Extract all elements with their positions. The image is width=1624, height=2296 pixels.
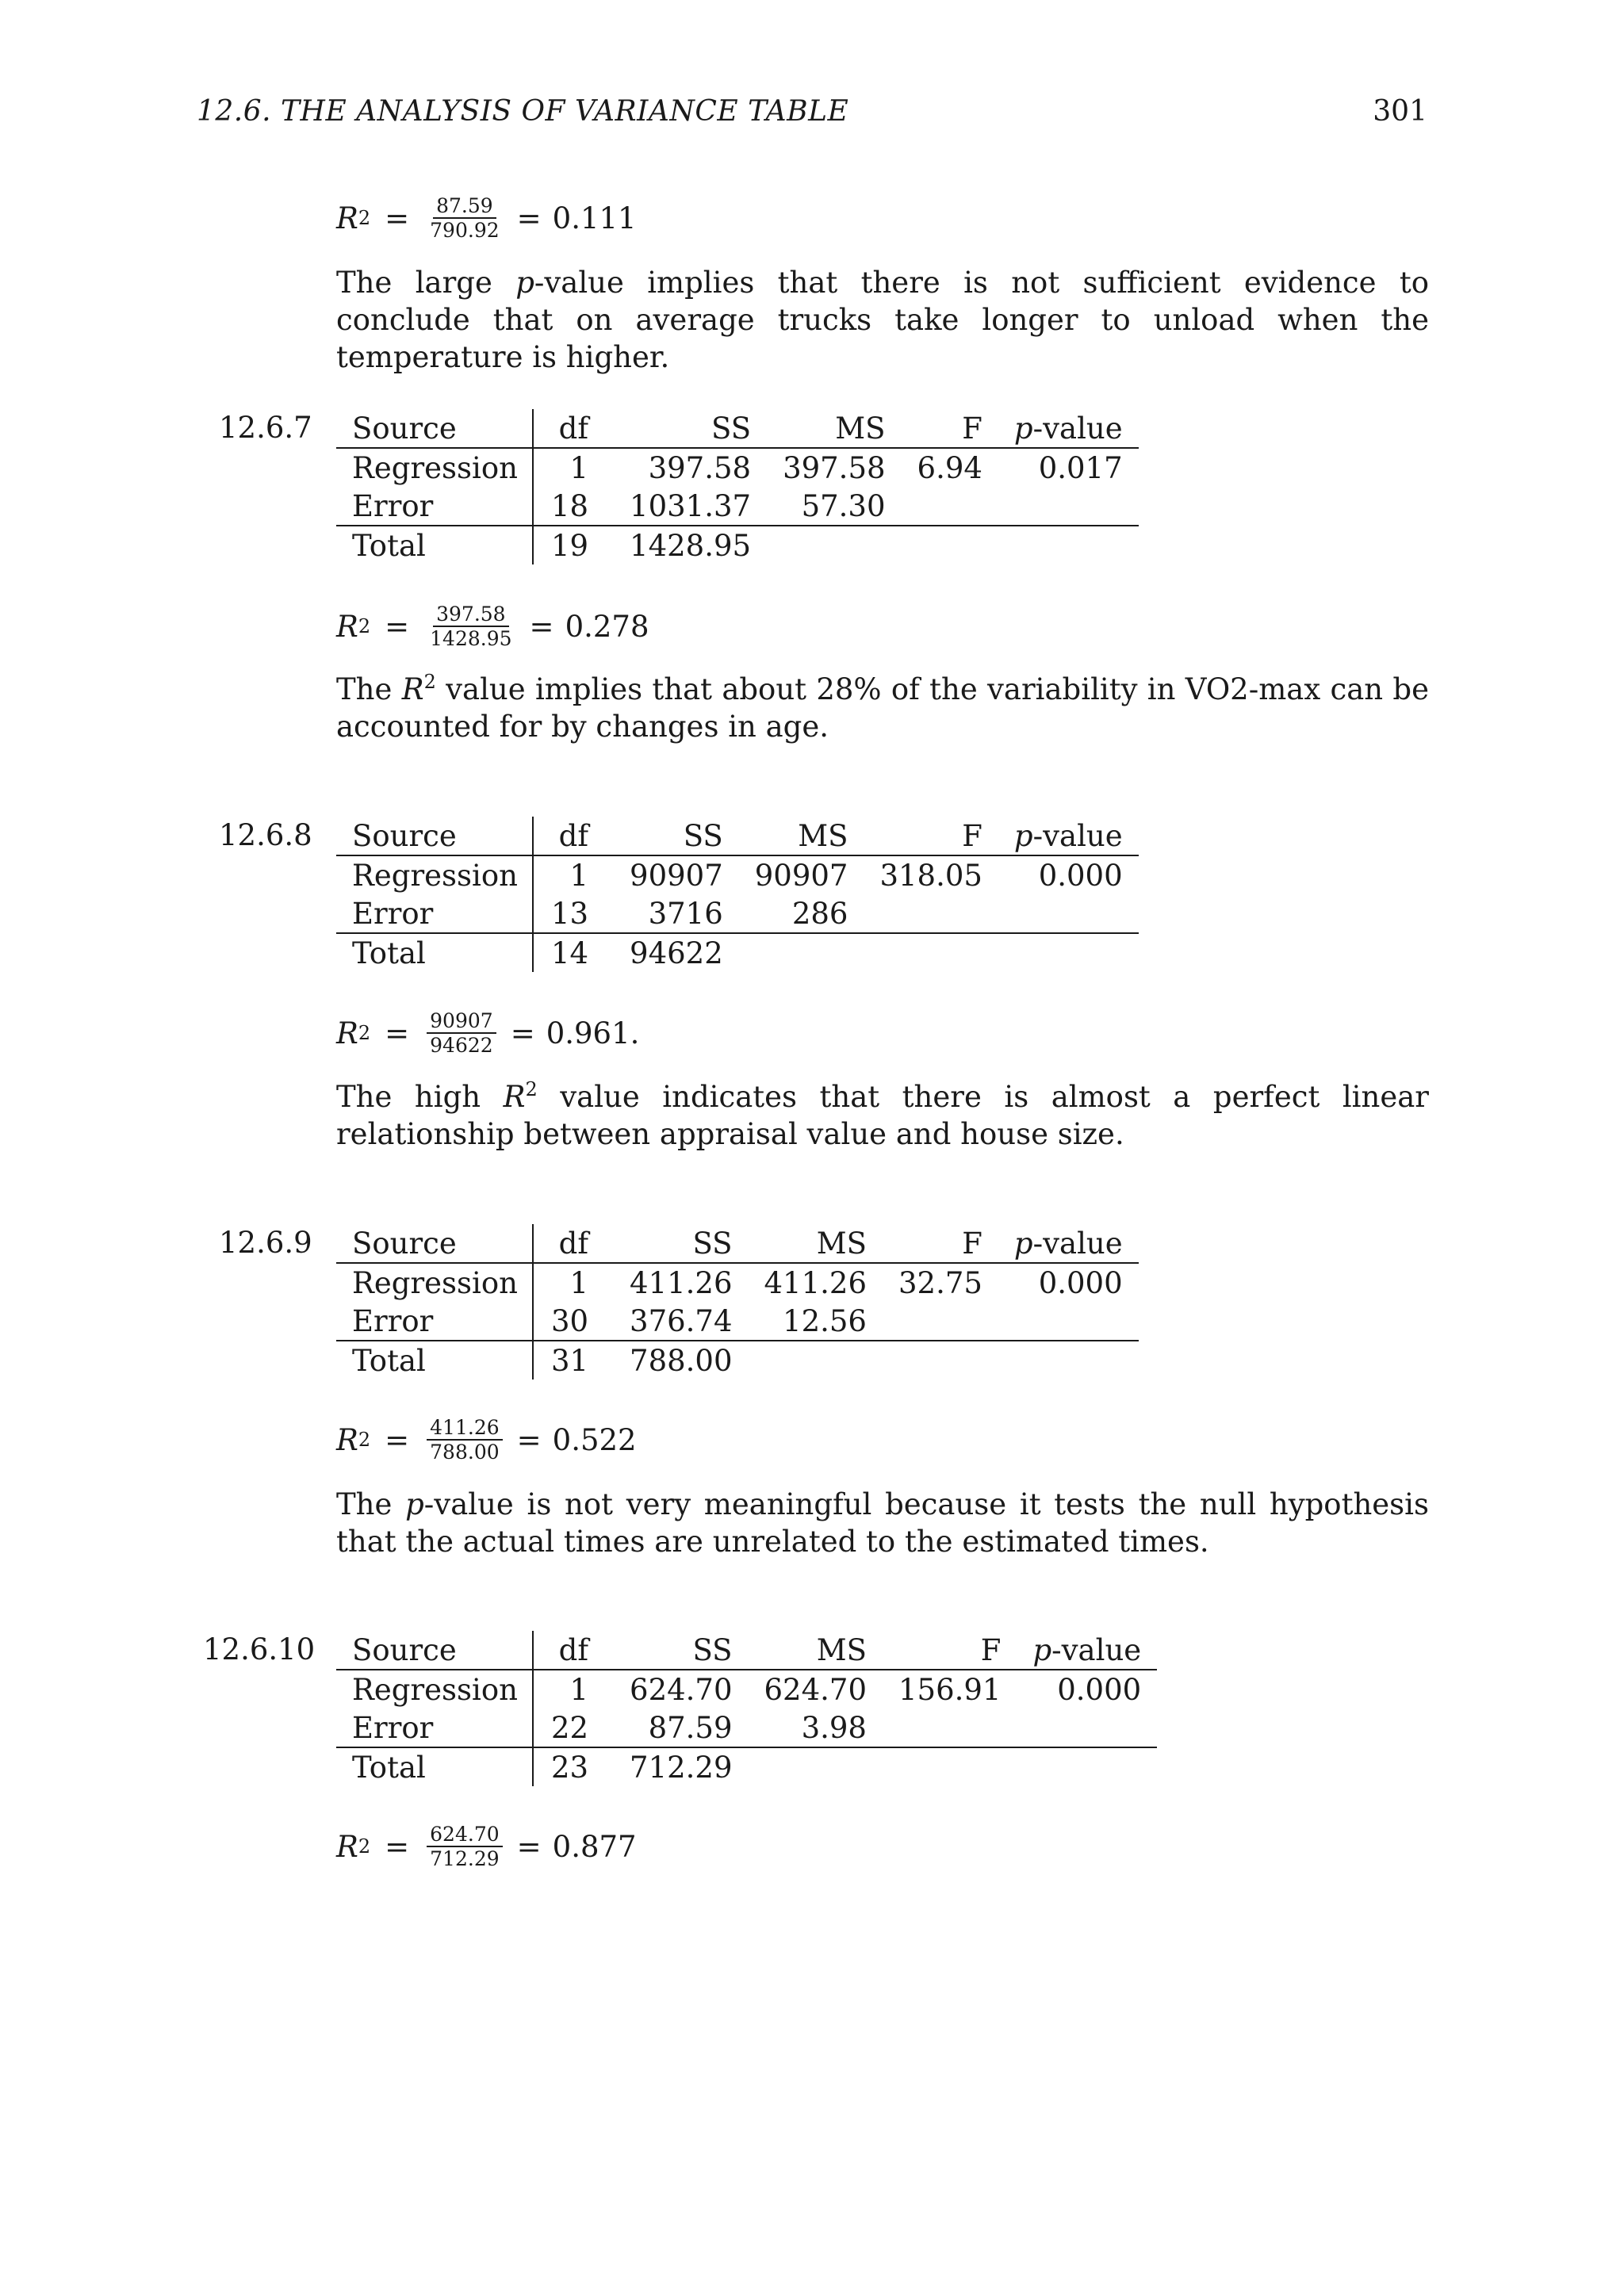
col-pvalue: p-value [982, 817, 1139, 855]
r2-equation: R 2 = $\frac{624.70}{712.29}$ = 0.877 [336, 1823, 637, 1870]
r2-value: 0.278 [565, 609, 649, 644]
col-ss: SS [598, 1631, 732, 1670]
r2-fraction: $\frac{90907}{94622}$ [427, 1011, 496, 1055]
col-pvalue: p-value [1001, 1631, 1157, 1670]
col-df: df [533, 409, 598, 448]
table-row: Error 30 376.74 12.56 [336, 1302, 1139, 1341]
table-row: Total 19 1428.95 [336, 526, 1139, 564]
paragraph: The high $R^2$ value indicates that there is almost a perfect linear relationship between appraisal value and house size. [336, 1078, 1429, 1151]
r2-fraction: $\frac{411.26}{788.00}$ [427, 1418, 502, 1462]
table-row: Error 18 1031.37 57.30 [336, 487, 1139, 526]
col-f: F [848, 817, 982, 855]
col-f: F [867, 1224, 982, 1263]
col-f: F [886, 409, 982, 448]
paragraph: The $R^2$ value implies that about 28% of the variability in VO2-max can be accounted for by changes in age. [336, 671, 1429, 744]
r2-fraction: $\frac{397.58}{1428.95}$ [430, 603, 512, 650]
col-df: df [533, 817, 598, 855]
table-header-row [336, 1631, 1157, 1670]
col-df: df [533, 1224, 598, 1263]
table-header-row [336, 409, 1139, 448]
col-source: Source [336, 817, 533, 855]
col-ss: SS [598, 817, 723, 855]
table-row: Total 23 712.29 [336, 1747, 1157, 1786]
table-row: Regression 1 411.26 411.26 32.75 0.000 [336, 1263, 1139, 1302]
col-ss: SS [598, 409, 751, 448]
problem-label: 12.6.7 [219, 411, 312, 445]
col-df: df [533, 1631, 598, 1670]
r2-equation: R 2 = $\frac{87.59}{790.92}$ = 0.111 [336, 194, 637, 242]
table-row: Total 14 94622 [336, 933, 1139, 972]
page-number: 301 [1373, 95, 1427, 128]
anova-table [336, 1224, 1139, 1380]
table-row: Regression 1 397.58 397.58 6.94 0.017 [336, 448, 1139, 487]
table-header-row [336, 1224, 1139, 1263]
r2-equation: R 2 = $\frac{397.58}{1428.95}$ = 0.278 [336, 603, 649, 650]
r2-value: 0.961. [546, 1016, 640, 1050]
col-ms: MS [751, 409, 885, 448]
col-pvalue: p-value [982, 409, 1139, 448]
col-ms: MS [733, 1631, 867, 1670]
col-source: Source [336, 409, 533, 448]
r2-equation: R 2 = $\frac{90907}{94622}$ = 0.961. [336, 1009, 640, 1057]
col-source: Source [336, 1631, 533, 1670]
problem-label: 12.6.9 [219, 1226, 312, 1260]
table-row: Error 22 87.59 3.98 [336, 1709, 1157, 1747]
table-row: Error 13 3716 286 [336, 894, 1139, 933]
r2-value: 0.877 [552, 1829, 637, 1864]
anova-table [336, 817, 1139, 972]
r2-fraction: $\frac{624.70}{712.29}$ [427, 1824, 502, 1869]
col-ms: MS [723, 817, 848, 855]
paragraph: The p-value is not very meaningful because it tests the null hypothesis that the actual times are unrelated to the estimated times. [336, 1487, 1429, 1559]
anova-table [336, 1631, 1157, 1786]
problem-label: 12.6.8 [219, 818, 312, 852]
r2-value: 0.111 [552, 201, 637, 235]
section-title: 12.6. THE ANALYSIS OF VARIANCE TABLE [197, 95, 849, 128]
anova-table [336, 409, 1139, 564]
paragraph: The large p-value implies that there is not sufficient evidence to conclude that on average trucks take longer to unload when the temperature is higher. [336, 266, 1430, 374]
col-f: F [867, 1631, 1001, 1670]
col-ss: SS [598, 1224, 732, 1263]
table-row: Total 31 788.00 [336, 1341, 1139, 1380]
col-source: Source [336, 1224, 533, 1263]
col-ms: MS [733, 1224, 867, 1263]
col-pvalue: p-value [982, 1224, 1139, 1263]
r2-value: 0.522 [552, 1422, 637, 1457]
running-header [197, 92, 1427, 132]
table-header-row [336, 817, 1139, 855]
table-row: Regression 1 624.70 624.70 156.91 0.000 [336, 1670, 1157, 1709]
table-row: Regression 1 90907 90907 318.05 0.000 [336, 855, 1139, 894]
problem-label: 12.6.10 [203, 1632, 316, 1667]
r2-equation: R 2 = $\frac{411.26}{788.00}$ = 0.522 [336, 1416, 637, 1464]
r2-fraction: $\frac{87.59}{790.92}$ [430, 194, 500, 242]
